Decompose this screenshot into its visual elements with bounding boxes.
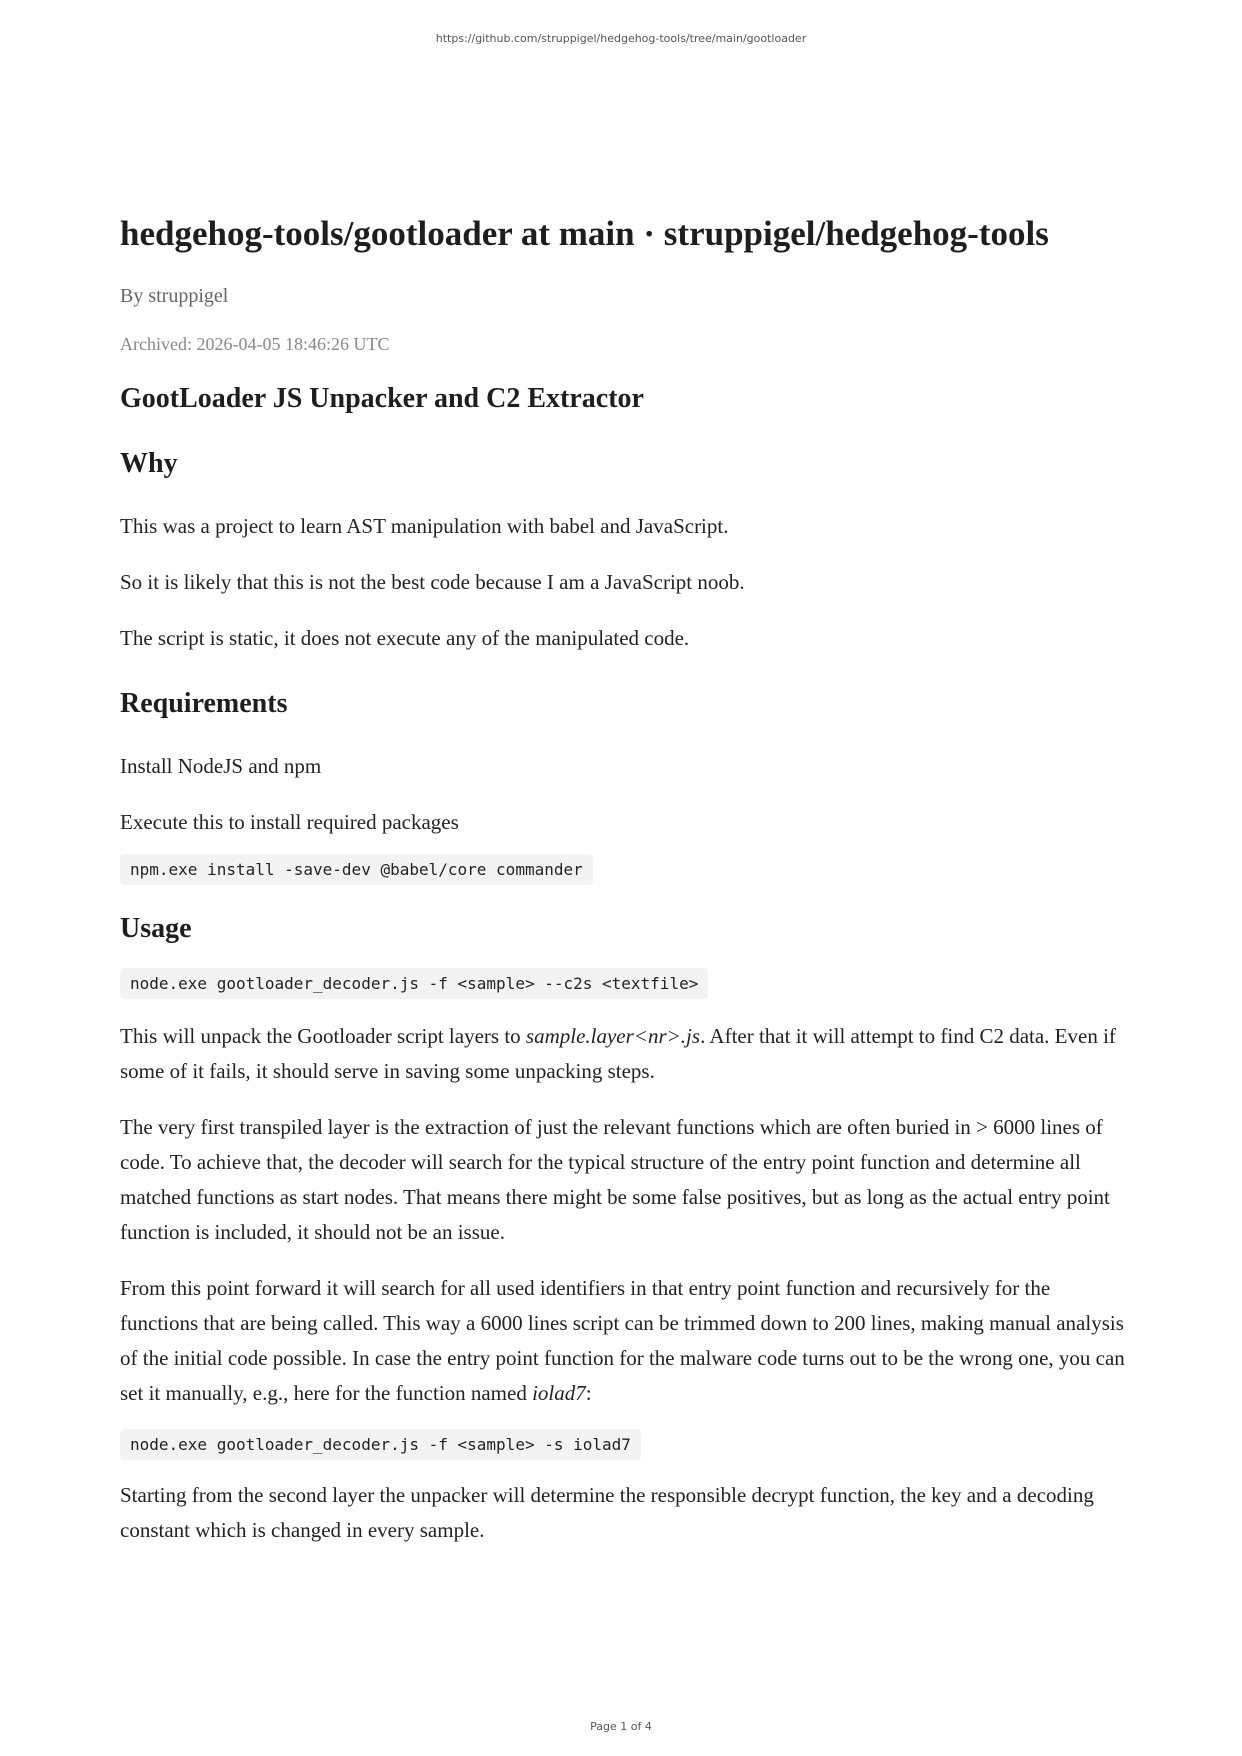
usage-heading: Usage [120, 912, 192, 944]
install-command-code: npm.exe install -save-dev @babel/core commander [120, 854, 593, 885]
usage-paragraph-1 [120, 1019, 1130, 1089]
article-content [120, 212, 1130, 1569]
requirements-paragraph-1: Install NodeJS and npm [120, 753, 322, 778]
page-number: Page 1 of 4 [590, 1720, 652, 1733]
usage-paragraph-3-end: : [585, 1380, 592, 1405]
usage-command-code: node.exe gootloader_decoder.js -f <sample> --c2s <textfile> [120, 968, 708, 999]
requirements-heading: Requirements [120, 687, 288, 719]
why-heading: Why [120, 447, 178, 479]
main-heading: GootLoader JS Unpacker and C2 Extractor [120, 382, 644, 414]
usage-paragraph-3-start: From this point forward it will search for all used identifiers in that entry point function and recursively for the functions that are being called. This way a 6000 lines script can be trimmed down to 200 lines, making manual analysis of the initial code possible. In case the entry point function for the malware code turns out to be the wrong one, you can set it manually, e.g., here for the function named [120, 1275, 1125, 1405]
source-url: https://github.com/struppigel/hedgehog-tools/tree/main/gootloader [435, 32, 807, 45]
usage-paragraph-1-start: This will unpack the Gootloader script layers to [120, 1023, 526, 1048]
manual-entry-command-code: node.exe gootloader_decoder.js -f <sample> -s iolad7 [120, 1429, 641, 1460]
why-paragraph-1: This was a project to learn AST manipulation with babel and JavaScript. [120, 513, 729, 538]
page-title: hedgehog-tools/gootloader at main · struppigel/hedgehog-tools [120, 214, 1049, 253]
usage-paragraph-4: Starting from the second layer the unpacker will determine the responsible decrypt function, the key and a decoding constant which is changed in every sample. [120, 1482, 1094, 1542]
requirements-paragraph-2: Execute this to install required packages [120, 809, 459, 834]
why-paragraph-3: The script is static, it does not execute any of the manipulated code. [120, 625, 690, 650]
usage-paragraph-1-end: . After that it will attempt to find C2 data. Even if some of it fails, it should serve in saving some unpacking steps. [120, 1023, 1116, 1083]
usage-paragraph-3 [120, 1271, 1130, 1411]
layer-filename: sample.layer<nr>.js [525, 1023, 701, 1048]
byline: By struppigel [120, 284, 229, 307]
usage-paragraph-2: The very first transpiled layer is the extraction of just the relevant functions which are often buried in > 6000 lines of code. To achieve that, the decoder will search for the typical structure of the entry point function and determine all matched functions as start nodes. That means there might be some false positives, but as long as the actual entry point function is included, it should not be an issue. [120, 1114, 1110, 1244]
why-paragraph-2: So it is likely that this is not the best code because I am a JavaScript noob. [120, 569, 745, 594]
archived-timestamp: Archived: 2026-04-05 18:46:26 UTC [120, 333, 390, 354]
function-name: iolad7 [532, 1380, 586, 1405]
